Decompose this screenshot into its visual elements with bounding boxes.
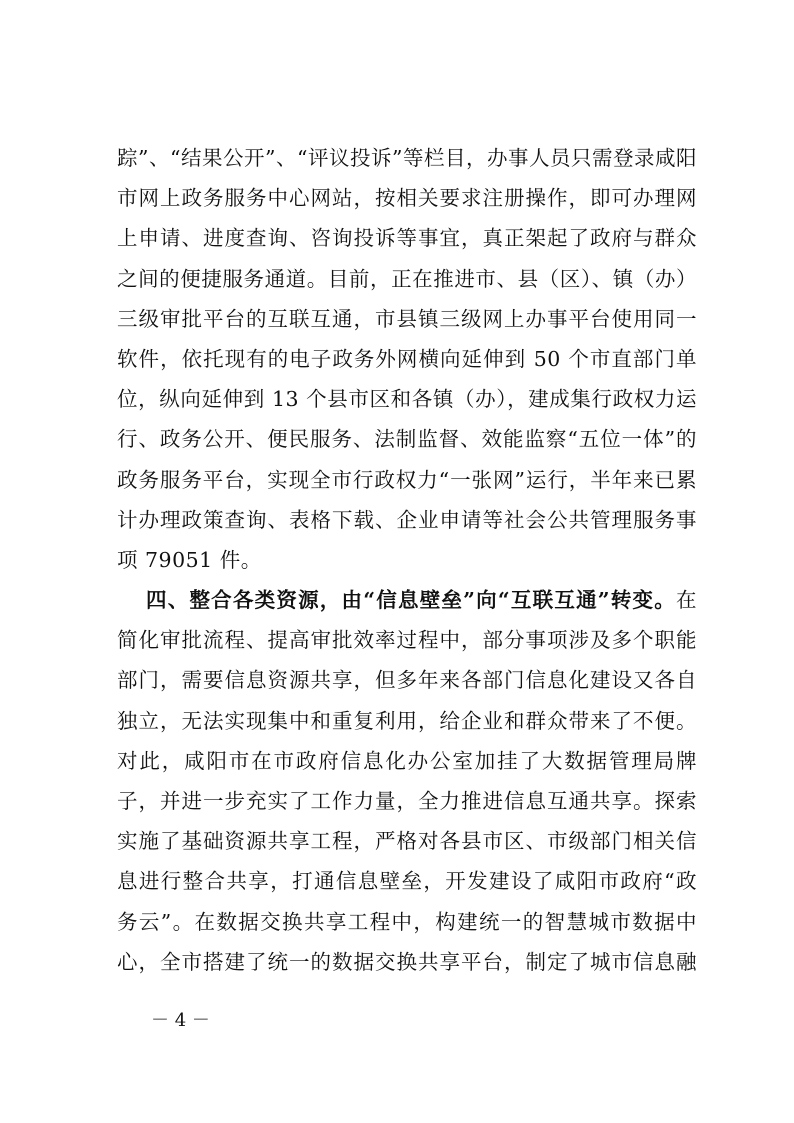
section-heading-line [117, 580, 697, 620]
text-line: 项 79051 件。 [117, 547, 262, 572]
text-line: 上申请、进度查询、咨询投诉等事宜，真正架起了政府与群众 [117, 226, 697, 251]
text-line: 三级审批平台的互联互通，市县镇三级网上办事平台使用同一 [117, 306, 697, 331]
text-line: 软件，依托现有的电子政务外网横向延伸到 50 个市直部门单 [117, 346, 697, 371]
text-line: 独立，无法实现集中和重复利用，给企业和群众带来了不便。 [117, 708, 697, 733]
text-line: 位，纵向延伸到 13 个县市区和各镇（办），建成集行政权力运 [117, 387, 697, 412]
text-line: 息进行整合共享，打通信息壁垒，开发建设了咸阳市政府“政 [117, 869, 697, 894]
page-number: － 4 － [151, 1010, 210, 1031]
section-heading-tail: 在 [676, 588, 697, 613]
text-line: 实施了基础资源共享工程，严格对各县市区、市级部门相关信 [117, 829, 697, 854]
text-line: 对此，咸阳市在市政府信息化办公室加挂了大数据管理局牌 [117, 748, 697, 773]
text-line: 心，全市搭建了统一的数据交换共享平台，制定了城市信息融 [117, 949, 697, 974]
text-line: 简化审批流程、提高审批效率过程中，部分事项涉及多个职能 [117, 628, 697, 653]
section-heading: 四、整合各类资源，由“信息壁垒”向“互联互通”转变。 [146, 588, 676, 613]
text-line: 踪”、“结果公开”、“评议投诉”等栏目，办事人员只需登录咸阳 [117, 146, 697, 170]
text-line: 务云”。在数据交换共享工程中，构建统一的智慧城市数据中 [117, 909, 697, 934]
text-line: 政务服务平台，实现全市行政权力“一张网”运行，半年来已累 [117, 467, 697, 492]
text-line: 计办理政策查询、表格下载、企业申请等社会公共管理服务事 [117, 507, 697, 532]
text-line: 部门，需要信息资源共享，但多年来各部门信息化建设又各自 [117, 668, 697, 693]
body-text [117, 138, 697, 982]
text-line: 市网上政务服务中心网站，按相关要求注册操作，即可办理网 [117, 186, 697, 211]
text-line: 子，并进一步充实了工作力量，全力推进信息互通共享。探索 [117, 789, 697, 813]
text-line: 行、政务公开、便民服务、法制监督、效能监察“五位一体”的 [117, 427, 697, 452]
text-line: 之间的便捷服务通道。目前，正在推进市、县（区）、镇（办） [117, 266, 697, 291]
